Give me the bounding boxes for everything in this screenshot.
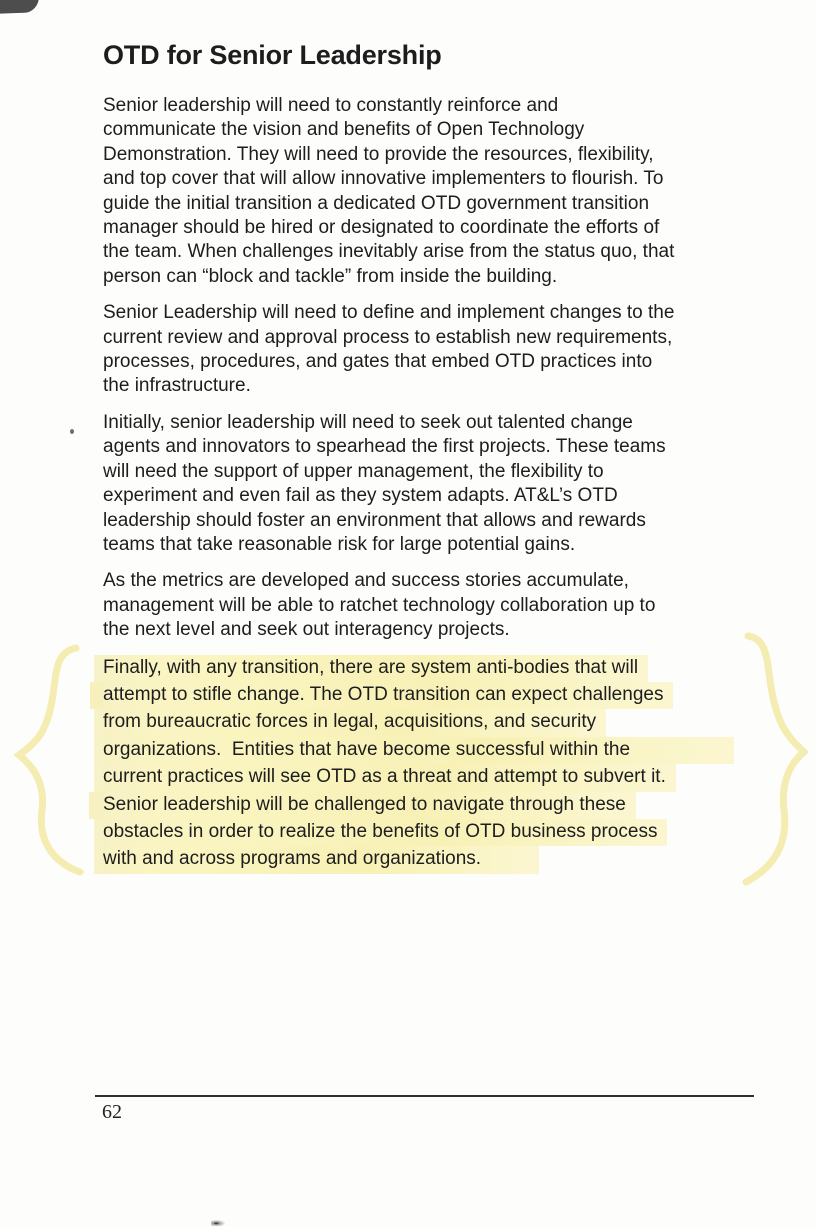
text-line: Initially, senior leadership will need to seek out talented change — [103, 411, 633, 433]
text-line-highlighted: Finally, with any transition, there are system anti-bodies that will — [103, 655, 778, 682]
text-line: Senior leadership will need to constantly reinforce and — [103, 95, 559, 116]
text-line: the next level and seek out interagency projects. — [103, 619, 510, 641]
text-line-highlighted: current practices will see OTD as a threat and attempt to subvert it. — [103, 764, 778, 791]
text-line: communicate the vision and benefits of Open Technology — [103, 119, 585, 141]
text-line: and top cover that will allow innovative implementers to flourish. To — [103, 168, 664, 190]
text-line-highlighted: obstacles in order to realize the benefits of OTD business process — [103, 819, 778, 846]
text-line: experiment and even fail as they system adapts. AT&L’s OTD — [103, 485, 618, 507]
text-line: current review and approval process to establish new requirements, — [103, 326, 673, 348]
text-line: teams that take reasonable risk for large potential gains. — [103, 533, 576, 555]
text-line-highlighted: attempt to stifle change. The OTD transition can expect challenges — [103, 682, 778, 709]
scan-artifact-speck — [211, 1220, 225, 1226]
text-line: As the metrics are developed and success stories accumulate, — [103, 570, 629, 592]
paragraph-3 — [103, 411, 778, 557]
text-line: processes, procedures, and gates that embed OTD practices into — [103, 351, 653, 373]
text-line: Demonstration. They will need to provide the resources, flexibility, — [103, 143, 654, 165]
scan-artifact-speck — [70, 429, 74, 434]
text-line: person can “block and tackle” from inside the building. — [103, 265, 558, 287]
highlighter-left-brace — [14, 642, 94, 877]
text-line: the team. When challenges inevitably arise from the status quo, that — [103, 241, 675, 263]
text-line: will need the support of upper management, the flexibility to — [103, 460, 604, 482]
text-line-highlighted: from bureaucratic forces in legal, acquisitions, and security — [103, 709, 778, 736]
text-line-highlighted: organizations. Entities that have become successful within the — [103, 737, 778, 764]
text-line-highlighted: with and across programs and organizations. — [103, 846, 778, 873]
footer-divider — [95, 1095, 754, 1097]
text-line: the infrastructure. — [103, 375, 251, 397]
text-line-highlighted: Senior leadership will be challenged to navigate through these — [103, 792, 778, 819]
page-title: OTD for Senior Leadership — [103, 40, 442, 70]
text-line: leadership should foster an environment that allows and rewards — [103, 509, 646, 531]
text-line: management will be able to ratchet technology collaboration up to — [103, 594, 656, 616]
paragraph-4 — [103, 569, 778, 642]
scan-artifact-corner — [0, 0, 39, 14]
text-line: guide the initial transition a dedicated OTD government transition — [103, 192, 650, 214]
text-line: Senior Leadership will need to define and implement changes to the — [103, 302, 675, 324]
text-line: manager should be hired or designated to coordinate the efforts of — [103, 217, 660, 239]
text-line: agents and innovators to spearhead the first projects. These teams — [103, 436, 666, 458]
paragraph-1 — [103, 94, 778, 289]
page-number: 62 — [102, 1101, 122, 1123]
page-body — [103, 40, 778, 886]
paragraph-2 — [103, 301, 778, 399]
paragraph-5-highlighted — [103, 655, 778, 874]
